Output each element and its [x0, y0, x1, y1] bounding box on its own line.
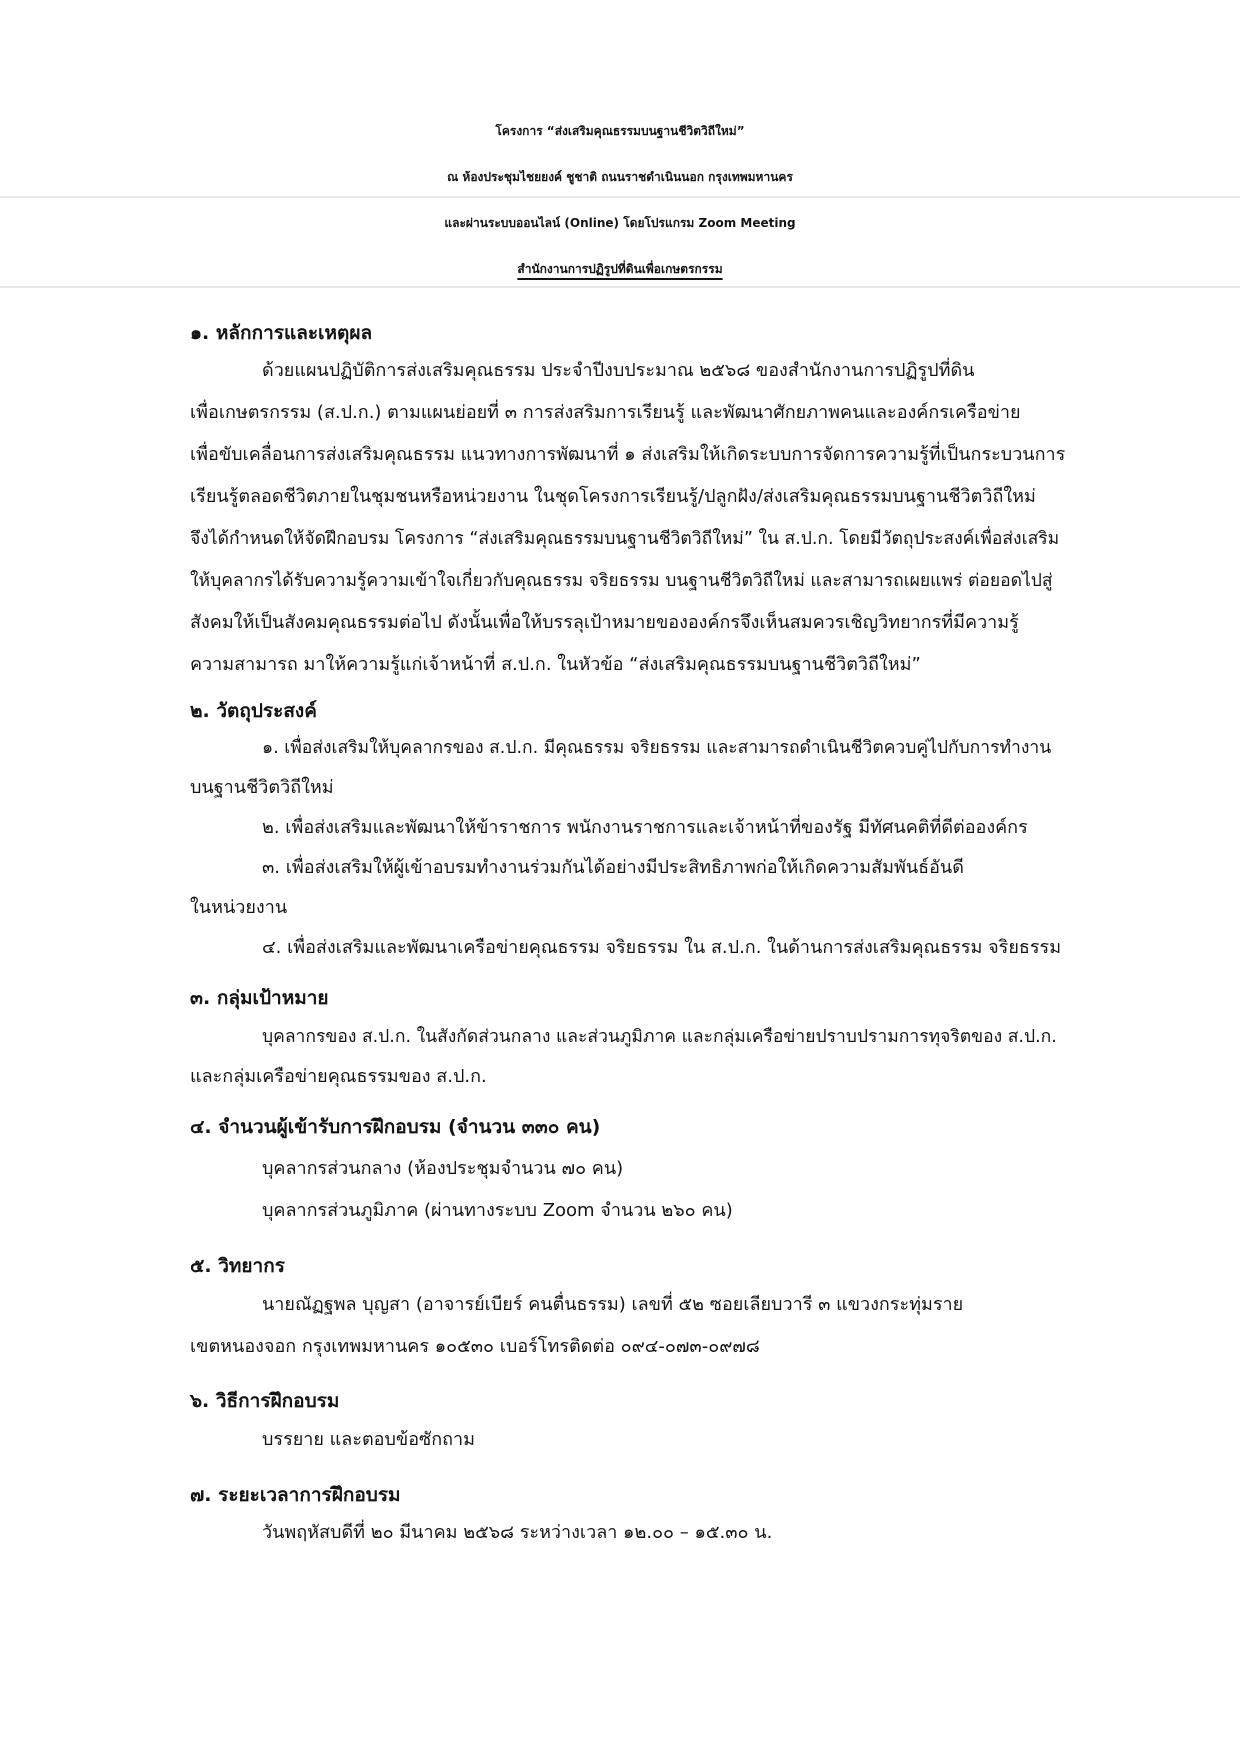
section-3-heading: ๓. กลุ่มเป้าหมาย	[190, 987, 329, 1009]
section-1-heading: ๑. หลักการและเหตุผล	[190, 322, 373, 344]
section-2-line: ๒. เพื่อส่งเสริมและพัฒนาให้ข้าราชการ พนักงานราชการและเจ้าหน้าที่ของรัฐ มีทัศนคติที่ดีต่อองค์กร	[262, 817, 1028, 838]
section-1-line: เพื่อเกษตรกรรม (ส.ป.ก.) ตามแผนย่อยที่ ๓ การส่งสริมการเรียนรู้ และพัฒนาศักยภาพคนและองค์กรเครือข่าย	[190, 402, 1021, 423]
section-4-heading: ๔. จำนวนผู้เข้ารับการฝึกอบรม (จำนวน ๓๓๐ คน)	[190, 1116, 601, 1138]
section-4-line: บุคลากรส่วนกลาง (ห้องประชุมจำนวน ๗๐ คน)	[262, 1158, 624, 1179]
title-line-4-text: สำนักงานการปฏิรูปที่ดินเพื่อเกษตรกรรม	[517, 262, 723, 276]
title-line-4	[0, 252, 1240, 286]
scan-artifact-line	[0, 196, 1240, 198]
section-1-line: ด้วยแผนปฏิบัติการส่งเสริมคุณธรรม ประจำปีงบประมาณ ๒๕๖๘ ของสำนักงานการปฏิรูปที่ดิน	[262, 360, 975, 381]
section-1-line: สังคมให้เป็นสังคมคุณธรรมต่อไป ดังนั้นเพื่อให้บรรลุเป้าหมายขององค์กรจึงเห็นสมควรเชิญวิทยากรที่มีความรู้	[190, 612, 1019, 633]
section-2-line: ๔. เพื่อส่งเสริมและพัฒนาเครือข่ายคุณธรรม จริยธรรม ใน ส.ป.ก. ในด้านการส่งเสริมคุณธรรม จริยธรรม	[262, 937, 1062, 958]
section-1-line: จึงได้กำหนดให้จัดฝึกอบรม โครงการ “ส่งเสริมคุณธรรมบนฐานชีวิตวิถีใหม่” ใน ส.ป.ก. โดยมีวัตถุประสงค์เพื่อส่งเสริม	[190, 529, 1060, 549]
section-4-line: บุคลากรส่วนภูมิภาค (ผ่านทางระบบ Zoom จำนวน ๒๖๐ คน)	[262, 1200, 733, 1221]
section-6-heading: ๖. วิธีการฝึกอบรม	[190, 1390, 340, 1412]
section-1-line: เพื่อขับเคลื่อนการส่งเสริมคุณธรรม แนวทางการพัฒนาที่ ๑ ส่งเสริมให้เกิดระบบการจัดการความรู้ที่เป็นกระบวนการ	[190, 444, 1066, 465]
section-3-line: และกลุ่มเครือข่ายคุณธรรมของ ส.ป.ก.	[190, 1066, 487, 1087]
title-line-1: โครงการ “ส่งเสริมคุณธรรมบนฐานชีวิตวิถีใหม่”	[495, 124, 745, 138]
section-2-line: ๑. เพื่อส่งเสริมให้บุคลากรของ ส.ป.ก. มีคุณธรรม จริยธรรม และสามารถดำเนินชีวิตควบคู่ไปกับการทำงาน	[262, 738, 1052, 758]
section-3-line: บุคลากรของ ส.ป.ก. ในสังกัดส่วนกลาง และส่วนภูมิภาค และกลุ่มเครือข่ายปราบปรามการทุจริตของ ส.ป.ก.	[262, 1027, 1057, 1047]
section-5-heading: ๕. วิทยากร	[190, 1255, 285, 1277]
scan-artifact-line	[0, 286, 1240, 288]
section-2-line: ๓. เพื่อส่งเสริมให้ผู้เข้าอบรมทำงานร่วมกันได้อย่างมีประสิทธิภาพก่อให้เกิดความสัมพันธ์อันดี	[262, 857, 964, 878]
section-6-line: บรรยาย และตอบข้อซักถาม	[262, 1429, 476, 1450]
section-5-line: นายณัฏฐพล บุญสา (อาจารย์เบียร์ คนตื่นธรรม) เลขที่ ๕๒ ซอยเลียบวารี ๓ แขวงกระทุ่มราย	[262, 1294, 964, 1315]
section-1-line: เรียนรู้ตลอดชีวิตภายในชุมชนหรือหน่วยงาน ในชุดโครงการเรียนรู้/ปลูกฝัง/ส่งเสริมคุณธรรมบนฐานชีวิตวิถีใหม่	[190, 486, 1036, 507]
section-1-line: ให้บุคลากรได้รับความรู้ความเข้าใจเกี่ยวกับคุณธรรม จริยธรรม บนฐานชีวิตวิถีใหม่ และสามารถเผยแพร่ ต่อยอดไปสู่	[190, 571, 1053, 591]
section-5-line: เขตหนองจอก กรุงเทพมหานคร ๑๐๕๓๐ เบอร์โทรติดต่อ ๐๙๔-๐๗๓-๐๙๗๘	[190, 1336, 760, 1357]
title-line-3: และผ่านระบบออนไลน์ (Online) โดยโปรแกรม Zoom Meeting	[444, 216, 796, 230]
section-7-line: วันพฤหัสบดีที่ ๒๐ มีนาคม ๒๕๖๘ ระหว่างเวลา ๑๒.๐๐ – ๑๕.๓๐ น.	[262, 1522, 773, 1543]
section-2-line: บนฐานชีวิตวิถีใหม่	[190, 777, 334, 798]
section-1-line: ความสามารถ มาให้ความรู้แก่เจ้าหน้าที่ ส.ป.ก. ในหัวข้อ “ส่งเสริมคุณธรรมบนฐานชีวิตวิถีใหม่”	[190, 654, 921, 675]
section-2-line: ในหน่วยงาน	[190, 897, 288, 918]
section-2-heading: ๒. วัตถุประสงค์	[190, 700, 317, 722]
title-line-2: ณ ห้องประชุมไชยยงค์ ชูชาติ ถนนราชดำเนินนอก กรุงเทพมหานคร	[447, 170, 793, 184]
section-7-heading: ๗. ระยะเวลาการฝึกอบรม	[190, 1484, 401, 1506]
